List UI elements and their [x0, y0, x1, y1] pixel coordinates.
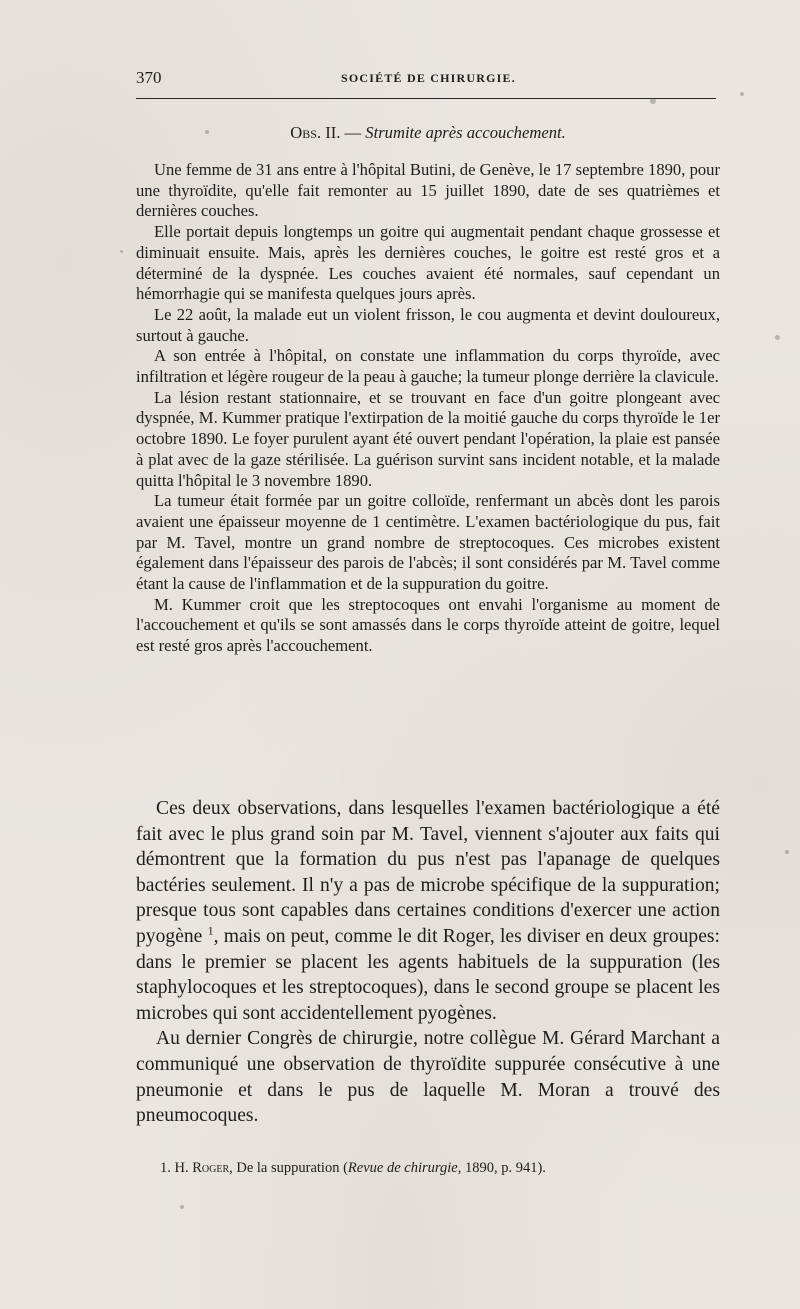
observation-dash: — — [340, 123, 366, 142]
observation-body — [136, 160, 720, 657]
footnote — [160, 1158, 720, 1178]
paper-speck — [180, 1205, 184, 1209]
paper-speck — [740, 92, 744, 96]
paper-speck — [120, 250, 123, 253]
main-paragraph-part: Ces deux observations, dans lesquelles l'examen bactériologique a été fait avec le plus grand soin par M. Tavel, viennent s'ajouter aux faits qui démontrent que la formation du pus n'est pas l'apanage de quelques bactéries seulement. Il n'y a pas de microbe spécifique de la suppuration; presque tous sont capables dans certaines conditions d'exercer une action pyogène — [136, 798, 720, 947]
observation-paragraph: Elle portait depuis longtemps un goitre qui augmentait pendant chaque grossesse et diminuait ensuite. Mais, après les dernières couches, le goitre est resté gros et a déterminé de la dyspnée. Les couches avaient été normales, sauf cependant un hémorrhagie qui se manifesta quelques jours après. — [136, 222, 720, 304]
footnote-marker: 1 — [207, 923, 214, 938]
footnote-journal: Revue de chirurgie — [347, 1160, 458, 1176]
paper-speck — [785, 850, 789, 854]
paper-speck — [775, 335, 780, 340]
observation-paragraph: Le 22 août, la malade eut un violent frisson, le cou augmenta et devint douloureux, surtout à gauche. — [136, 304, 720, 345]
footnote-text: De la suppuration ( — [232, 1160, 348, 1176]
footnote-author: H. Roger, — [174, 1160, 233, 1176]
footnote-number: 1. — [160, 1160, 171, 1176]
paper-speck — [205, 130, 209, 134]
observation-paragraph: M. Kummer croit que les streptocoques ont envahi l'organisme au moment de l'accouchement et qu'ils se sont amassés dans le corps thyroïde atteint de goitre, lequel est resté gros après l'accouchement. — [136, 594, 720, 656]
observation-paragraph: La tumeur était formée par un goitre colloïde, renfermant un abcès dont les parois avaient une épaisseur moyenne de 1 centimètre. L'examen bactériologique du pus, fait par M. Tavel, montre un grand nombre de streptocoques. Ces microbes existent également dans l'épaisseur des parois de l'abcès; il sont considérés par M. Tavel comme étant la cause de l'inflammation et de la suppuration du goitre. — [136, 491, 720, 594]
running-title: SOCIÉTÉ DE CHIRURGIE. — [341, 71, 516, 85]
paper-speck — [650, 98, 656, 104]
paper-speck — [510, 437, 513, 440]
main-paragraph: Au dernier Congrès de chirurgie, notre collègue M. Gérard Marchant a communiqué une observation de thyroïdite suppurée consécutive à une pneumonie et dans le pus de laquelle M. Moran a trouvé des pneumocoques. — [136, 1028, 720, 1127]
header-rule — [136, 98, 716, 99]
main-paragraph — [136, 796, 720, 1026]
observation-heading — [136, 122, 720, 143]
observation-paragraph: A son entrée à l'hôpital, on constate une inflammation du corps thyroïde, avec infiltration et légère rougeur de la peau à gauche; la tumeur plonge derrière la clavicule. — [136, 346, 720, 387]
page-number: 370 — [136, 68, 162, 87]
footnote-text: , 1890, p. 941). — [457, 1160, 546, 1176]
observation-paragraph: La lésion restant stationnaire, et se trouvant en face d'un goitre plongeant avec dyspnée, M. Kummer pratique l'extirpation de la moitié gauche du corps thyroïde le 1er octobre 1890. Le foyer purulent ayant été ouvert pendant l'opération, la plaie est pansée à plat avec de la gaze stérilisée. La guérison survint sans incident notable, et la malade quitta l'hôpital le 3 novembre 1890. — [136, 387, 720, 490]
main-text — [136, 796, 720, 1129]
observation-paragraph: Une femme de 31 ans entre à l'hôpital Butini, de Genève, le 17 septembre 1890, pour une thyroïdite, qu'elle fait remonter au 15 juillet 1890, date de ses quatrièmes et dernières couches. — [136, 160, 720, 221]
observation-title: Strumite après accouchement. — [365, 123, 566, 142]
main-paragraph-part: , mais on peut, comme le dit Roger, les diviser en deux groupes: dans le premier se placent les agents habituels de la suppuration (les staphylocoques et les streptocoques), dans le second groupe se placent les microbes qui sont accidentellement pyogènes. — [136, 925, 720, 1024]
page-header — [136, 62, 718, 92]
observation-label: Obs. II. — [290, 123, 341, 142]
